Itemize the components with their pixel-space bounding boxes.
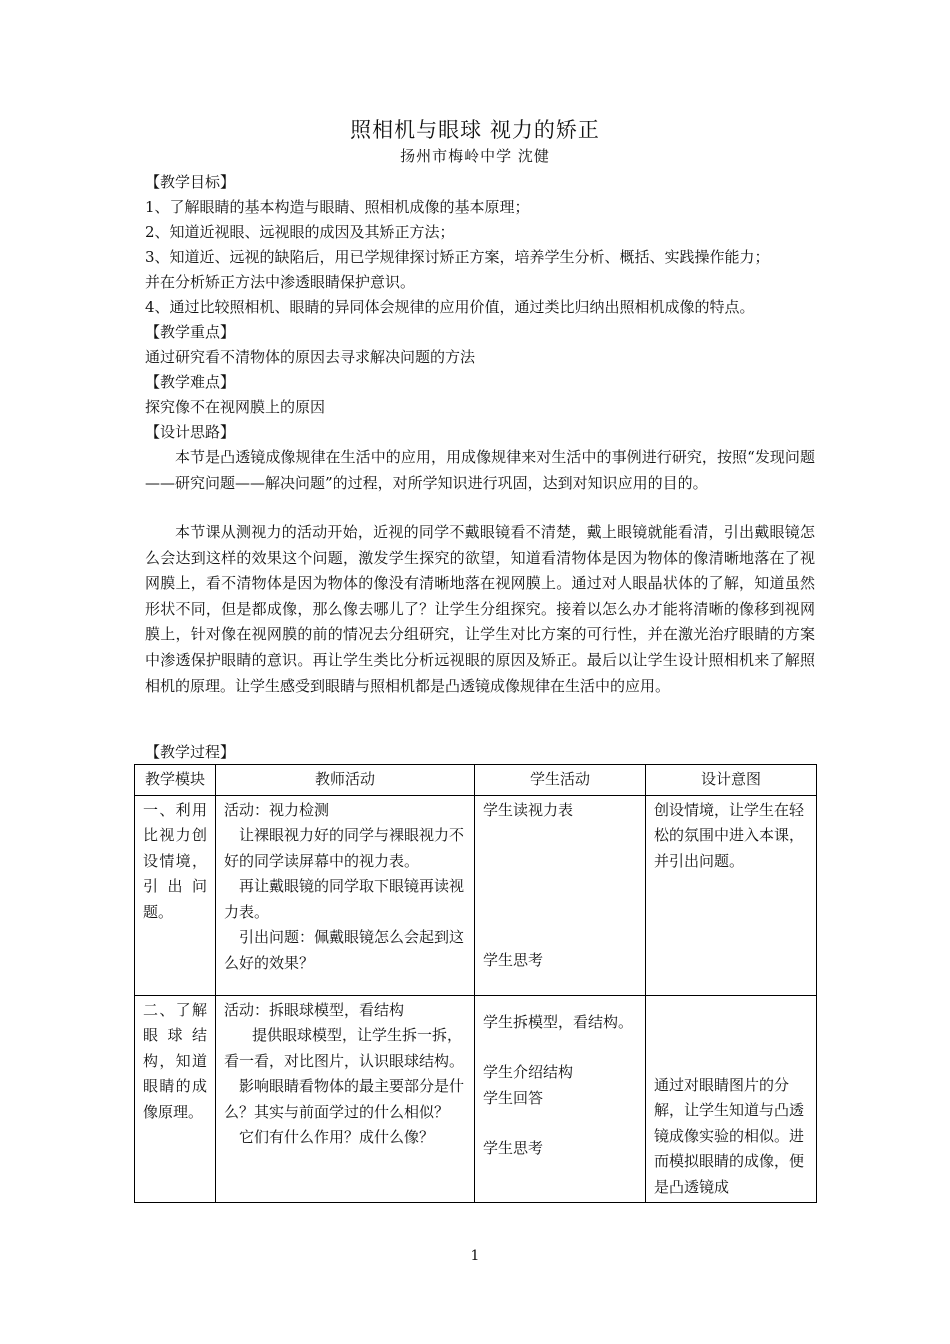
student-cell <box>475 995 646 1203</box>
document-title: 照相机与眼球 视力的矫正 <box>350 118 600 142</box>
header-student: 学生活动 <box>475 765 646 796</box>
design-paragraph-1: 本节是凸透镜成像规律在生活中的应用，用成像规律来对生活中的事例进行研究，按照“发现问题——研究问题——解决问题”的过程，对所学知识进行巩固，达到对知识应用的目的。 <box>145 448 815 492</box>
design-heading: 【设计思路】 <box>145 423 236 441</box>
key-points-text: 通过研究看不清物体的原因去寻求解决问题的方法 <box>145 348 476 366</box>
student-activity-text: 学生读视力表 <box>483 800 574 819</box>
student-activity-text: 学生回答 <box>483 1088 544 1107</box>
teacher-cell <box>216 995 475 1203</box>
header-intent: 设计意图 <box>646 765 817 796</box>
difficulties-text: 探究像不在视网膜上的原因 <box>145 398 326 416</box>
teacher-activity-title: 活动：拆眼球模型，看结构 <box>224 1000 405 1019</box>
module-cell: 二、了解眼球结构，知道眼睛的成像原理。 <box>135 995 216 1203</box>
document-author: 扬州市梅岭中学 沈健 <box>400 147 550 165</box>
teacher-activity-text: 提供眼球模型，让学生拆一拆，看一看，对比图片，认识眼球结构。 <box>224 1026 465 1070</box>
header-teacher: 教师活动 <box>216 765 475 796</box>
intent-cell <box>646 995 817 1203</box>
intent-cell: 创设情境，让学生在轻松的氛围中进入本课，并引出问题。 <box>646 795 817 995</box>
process-heading: 【教学过程】 <box>145 743 236 761</box>
teacher-activity-text: 影响眼睛看物体的最主要部分是什么？其实与前面学过的什么相似？ <box>224 1077 465 1121</box>
objectives-heading: 【教学目标】 <box>145 173 236 191</box>
student-activity-text: 学生思考 <box>483 951 544 969</box>
process-table <box>134 764 817 1203</box>
teacher-activity-text: 引出问题：佩戴眼镜怎么会起到这么好的效果？ <box>224 928 465 972</box>
objective-item: 并在分析矫正方法中渗透眼睛保护意识。 <box>145 273 416 291</box>
key-points-heading: 【教学重点】 <box>145 323 236 341</box>
student-activity-text: 学生思考 <box>483 1139 544 1157</box>
objective-item: 3、知道近、远视的缺陷后，用已学规律探讨矫正方案，培养学生分析、概括、实践操作能力； <box>145 248 770 266</box>
student-activity-text: 学生拆模型，看结构。 <box>483 1012 634 1031</box>
teacher-activity-text: 它们有什么作用？成什么像？ <box>239 1128 435 1146</box>
header-module: 教学模块 <box>135 765 216 796</box>
table-row <box>135 795 817 995</box>
table-header-row <box>135 765 817 796</box>
objective-item: 4、通过比较照相机、眼睛的异同体会规律的应用价值，通过类比归纳出照相机成像的特点。 <box>145 298 755 316</box>
module-cell: 一、利用比视力创设情境，引出问题。 <box>135 795 216 995</box>
intent-text: 通过对眼睛图片的分解，让学生知道与凸透镜成像实验的相似。进而模拟眼睛的成像，便是凸透镜成 <box>654 1075 805 1196</box>
student-activity-text: 学生介绍结构 <box>483 1063 574 1081</box>
teacher-activity-text: 让裸眼视力好的同学与裸眼视力不好的同学读屏幕中的视力表。 <box>224 826 465 870</box>
table-row <box>135 995 817 1203</box>
teacher-activity-title: 活动：视力检测 <box>224 800 330 819</box>
objective-item: 1、了解眼睛的基本构造与眼睛、照相机成像的基本原理； <box>145 198 530 216</box>
teacher-cell <box>216 795 475 995</box>
student-cell <box>475 795 646 995</box>
objective-item: 2、知道近视眼、远视眼的成因及其矫正方法； <box>145 223 455 241</box>
difficulties-heading: 【教学难点】 <box>145 373 236 391</box>
design-paragraph-2: 本节课从测视力的活动开始，近视的同学不戴眼镜看不清楚，戴上眼镜就能看清，引出戴眼镜怎么会达到这样的效果这个问题，激发学生探究的欲望，知道看清物体是因为物体的像清晰地落在了视网膜上，看不清物体是因为物体的像没有清晰地落在视网膜上。通过对人眼晶状体的了解，知道虽然形状不同，但是都成像，那么像去哪儿了？让学生分组探究。接着以怎么办才能将清晰的像移到视网膜上，针对像在视网膜的前的情况去分组研究，让学生对比方案的可行性，并在激光治疗眼睛的方案中渗透保护眼睛的意识。再让学生类比分析远视眼的原因及矫正。最后以让学生设计照相机来了解照相机的原理。让学生感受到眼睛与照相机都是凸透镜成像规律在生活中的应用。 <box>145 523 815 695</box>
teacher-activity-text: 再让戴眼镜的同学取下眼镜再读视力表。 <box>224 877 465 921</box>
page-number: 1 <box>470 1248 480 1264</box>
